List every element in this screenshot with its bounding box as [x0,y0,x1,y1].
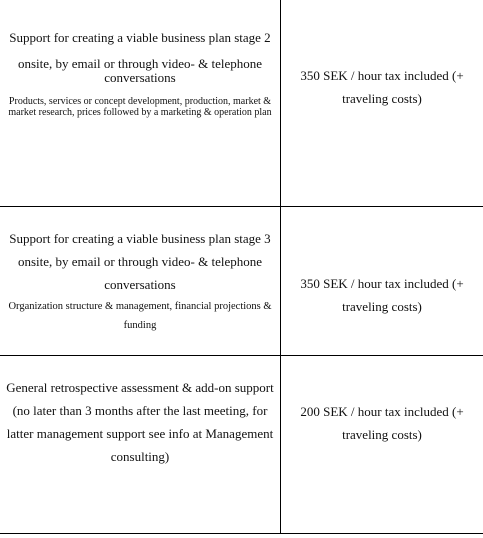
row-divider [0,206,483,207]
service-description: General retrospective assessment & add-on support (no later than 3 months after the last meeting, for latter management support see info at Management consulting) [6,380,274,464]
service-channels: onsite, by email or through video- & telephone conversations [17,56,263,85]
row-divider [0,533,483,534]
service-description-retrospective [0,376,280,468]
service-channels: onsite, by email or through video- & telephone conversations [17,254,263,292]
price-text: 350 SEK / hour tax included (+ traveling costs) [300,68,464,106]
service-description-stage-3 [0,227,280,335]
price-text: 200 SEK / hour tax included (+ traveling costs) [300,404,464,442]
service-title: Support for creating a viable business plan stage 2 [9,30,271,45]
service-price-retrospective [281,400,483,446]
service-title: Support for creating a viable business plan stage 3 [9,231,271,246]
row-divider [0,355,483,356]
service-details: Organization structure & management, financial projections & funding [8,301,272,331]
service-price-stage-2 [281,64,483,110]
service-price-stage-3 [281,272,483,318]
price-text: 350 SEK / hour tax included (+ traveling costs) [300,276,464,314]
service-description-stage-2 [0,26,280,118]
service-details: Products, services or concept development, production, market & market research, prices followed by a marketing & operation plan [8,96,272,118]
